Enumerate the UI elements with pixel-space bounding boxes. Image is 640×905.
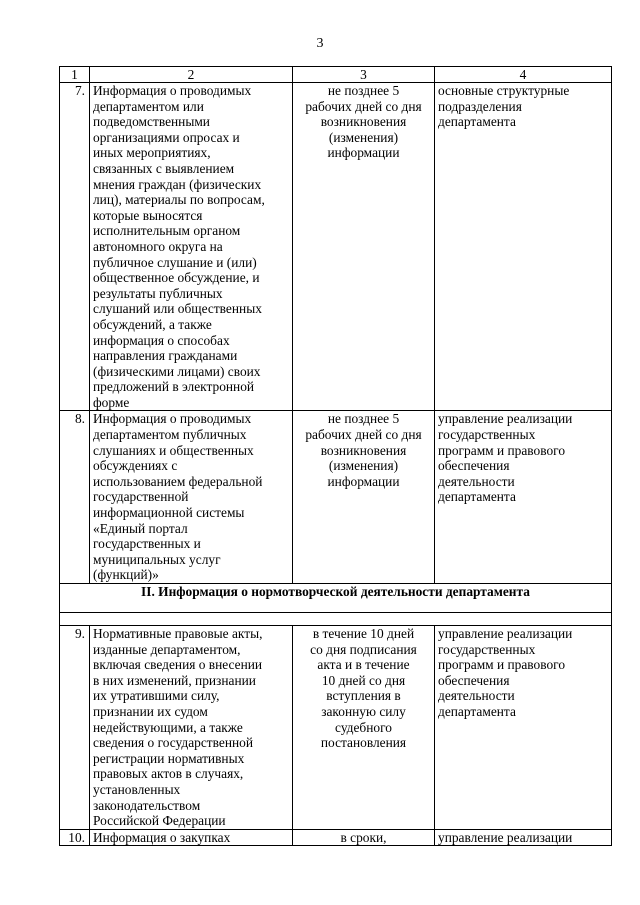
- section-heading-row: [60, 584, 612, 613]
- row-deadline: не позднее 5 рабочих дней со дня возникновения (изменения) информации: [293, 411, 435, 584]
- row-description: Информация о проводимых департаментом публичных слушаниях и общественных обсуждениях с использованием федеральной государственной информационной системы «Единый портал государственных и муниципальных услуг (функций)»: [90, 411, 293, 584]
- row-number: 9.: [60, 626, 90, 830]
- page-number: 3: [316, 36, 324, 51]
- row-responsible: управление реализации государственных программ и правового обеспечения деятельности департамента: [435, 626, 612, 830]
- row-description: Информация о проводимых департаментом или подведомственными организациями опросах и иных мероприятиях, связанных с выявлением мнения граждан (физических лиц), материалы по вопросам, которые выносятся исполнительным органом автономного округа на публичное слушание и (или) общественное обсуждение, и результаты публичных слушаний или общественных обсуждений, а также информация о способах направления гражданами (физическими лицами) своих предложений в электронной форме: [90, 83, 293, 411]
- table-row: [60, 626, 612, 830]
- section-title: II. Информация о нормотворческой деятельности департамента: [60, 584, 612, 613]
- row-responsible: основные структурные подразделения департамента: [435, 83, 612, 411]
- header-col-1: 1: [60, 67, 90, 83]
- spacer-cell: [60, 613, 612, 626]
- row-number: 8.: [60, 411, 90, 584]
- table-header-row: [60, 67, 612, 83]
- row-deadline: в течение 10 дней со дня подписания акта и в течение 10 дней со дня вступления в законную силу судебного постановления: [293, 626, 435, 830]
- row-responsible: управление реализации: [435, 829, 612, 846]
- row-deadline: в сроки,: [293, 829, 435, 846]
- row-description: Нормативные правовые акты, изданные департаментом, включая сведения о внесении в них изменений, признании их утратившими силу, признании их судом недействующими, а также сведения о государственной регистрации нормативных правовых актов в случаях, установленных законодательством Российской Федерации: [90, 626, 293, 830]
- row-deadline: не позднее 5 рабочих дней со дня возникновения (изменения) информации: [293, 83, 435, 411]
- table-row: [60, 411, 612, 584]
- row-description: Информация о закупках: [90, 829, 293, 846]
- information-table: [59, 66, 612, 846]
- header-col-3: 3: [293, 67, 435, 83]
- row-number: 10.: [60, 829, 90, 846]
- row-responsible: управление реализации государственных программ и правового обеспечения деятельности департамента: [435, 411, 612, 584]
- header-col-4: 4: [435, 67, 612, 83]
- table-row: [60, 83, 612, 411]
- header-col-2: 2: [90, 67, 293, 83]
- spacer-row: [60, 613, 612, 626]
- table-row: [60, 829, 612, 846]
- row-number: 7.: [60, 83, 90, 411]
